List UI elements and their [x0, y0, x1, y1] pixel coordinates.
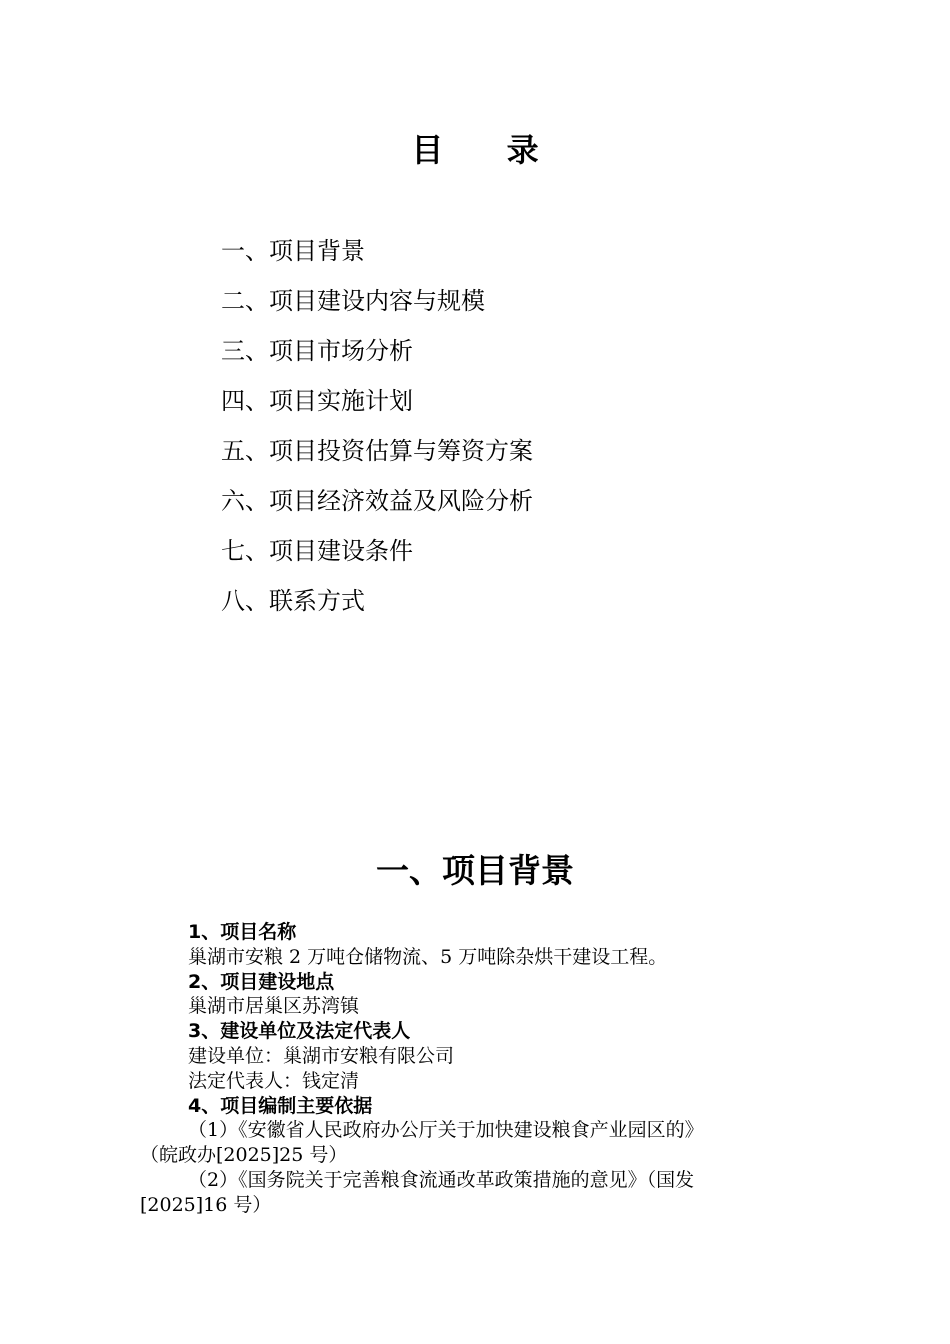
owner-rep-text: 法定代表人：钱定清: [188, 1069, 360, 1092]
owner-unit-text: 建设单位：巢湖市安粮有限公司: [188, 1044, 455, 1067]
project-name-text: 巢湖市安粮 2 万吨仓储物流、5 万吨除杂烘干建设工程。: [188, 945, 668, 968]
owner-heading: 3、建设单位及法定代表人: [188, 1020, 411, 1043]
toc-list: [221, 226, 533, 626]
basis-heading: 4、项目编制主要依据: [188, 1094, 373, 1117]
basis-item-1: （1）《安徽省人民政府办公厅关于加快建设粮食产业园区的》: [188, 1119, 704, 1142]
toc-item: 五、项目投资估算与筹资方案: [221, 437, 533, 465]
toc-item: 四、项目实施计划: [221, 387, 413, 415]
toc-item: 三、项目市场分析: [221, 337, 413, 365]
basis-item-1-cont: （皖政办[2025]25 号）: [140, 1144, 348, 1167]
project-name-heading: 1、项目名称: [188, 921, 297, 943]
section-body: [140, 920, 812, 1218]
toc-title: 目 录: [411, 131, 565, 169]
basis-item-2: （2）《国务院关于完善粮食流通改革政策措施的意见》（国发: [188, 1168, 695, 1191]
location-text: 巢湖市居巢区苏湾镇: [188, 995, 360, 1018]
toc-item: 一、项目背景: [221, 237, 365, 265]
toc-item: 六、项目经济效益及风险分析: [221, 487, 533, 515]
toc-item: 二、项目建设内容与规模: [221, 287, 485, 315]
location-heading: 2、项目建设地点: [188, 970, 335, 993]
toc-item: 七、项目建设条件: [221, 537, 413, 565]
section-title: 一、项目背景: [376, 851, 574, 890]
basis-item-2-cont: [2025]16 号）: [140, 1193, 272, 1216]
toc-item: 八、联系方式: [221, 587, 365, 615]
